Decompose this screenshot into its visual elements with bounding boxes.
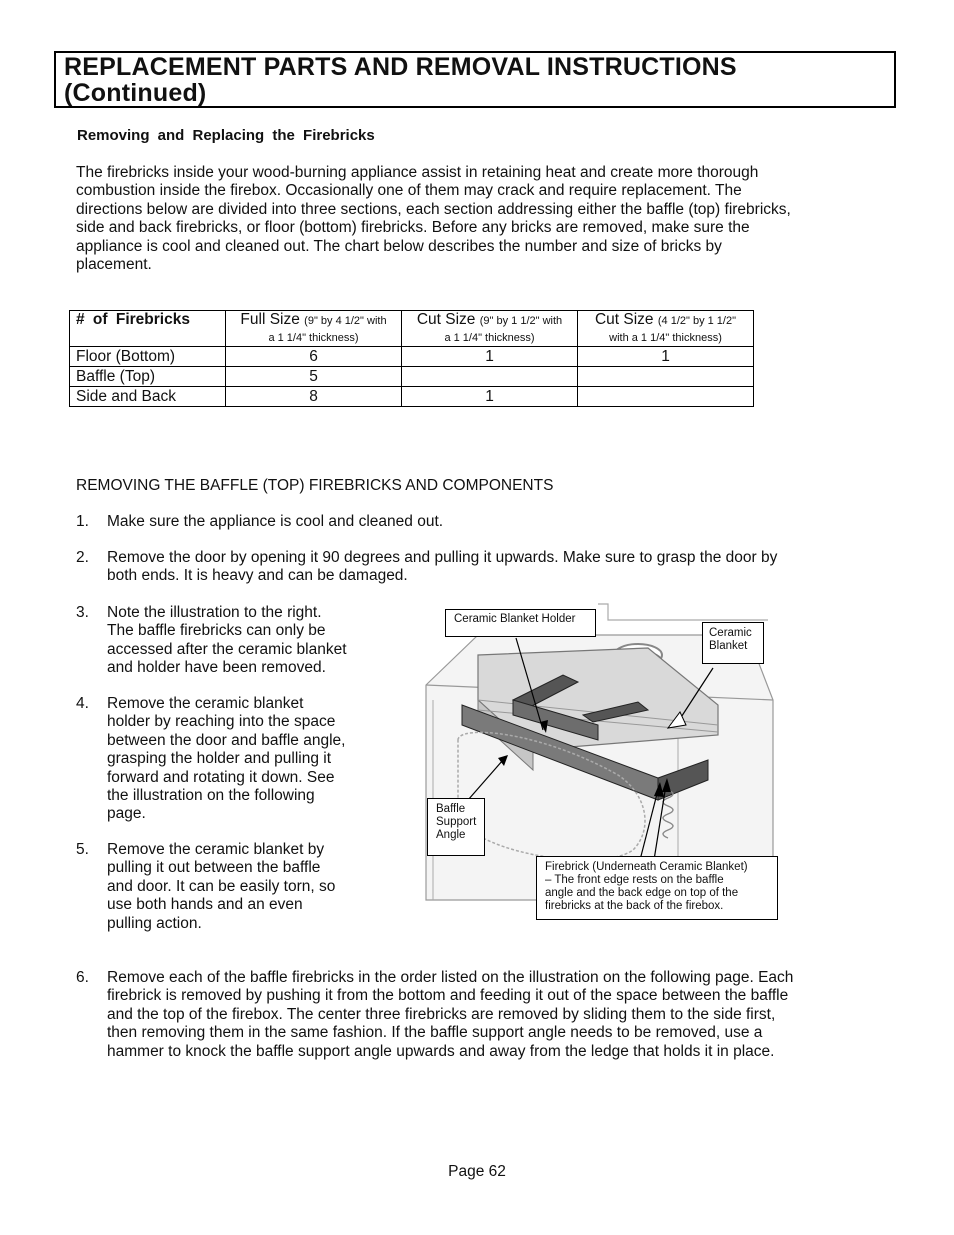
header-label: Full Size <box>240 311 300 328</box>
header-detail: a 1 1/4" thickness) <box>444 332 535 344</box>
intro-line: placement. <box>76 256 152 274</box>
table-cell: 1 <box>578 347 754 367</box>
firebrick-table <box>69 310 754 407</box>
step-1 <box>76 513 876 533</box>
intro-line: The firebricks inside your wood-burning appliance assist in retaining heat and create more thorough <box>76 164 759 181</box>
table-cell <box>578 387 754 407</box>
label-line: Blanket <box>709 640 748 652</box>
label-line: Baffle <box>436 803 466 815</box>
header-detail: (4 1/2" by 1 1/2" <box>657 315 737 327</box>
table-cell <box>402 367 578 387</box>
label-line: – The front edge rests on the baffle <box>545 874 724 886</box>
step-line: Note the illustration to the right. <box>107 604 322 621</box>
label-line: Angle <box>436 829 466 841</box>
step-line: the illustration on the following <box>107 787 315 805</box>
table-cell: Side and Back <box>70 387 226 407</box>
step-number: 4. <box>76 695 89 712</box>
step-text <box>107 549 777 586</box>
step-3 <box>76 604 406 684</box>
step-line: Remove each of the baffle firebricks in the order listed on the illustration on the following page. Each <box>107 969 794 986</box>
page-title-line-2: (Continued) <box>64 79 207 107</box>
removing-heading: REMOVING THE BAFFLE (TOP) FIREBRICKS AND COMPONENTS <box>76 477 554 494</box>
intro-line: combustion inside the firebox. Occasionally one of them may crack and require replacement. The <box>76 182 742 200</box>
page-number: Page 62 <box>448 1163 506 1180</box>
step-text <box>107 695 345 824</box>
step-line: forward and rotating it down. See <box>107 768 335 786</box>
table-row <box>70 387 754 407</box>
table-cell: 5 <box>226 367 402 387</box>
step-2 <box>76 549 876 589</box>
step-text <box>107 513 443 531</box>
label-line: Support <box>436 816 477 828</box>
label-line: Ceramic <box>709 627 752 639</box>
table-row <box>70 347 754 367</box>
header-detail: a 1 1/4" thickness) <box>268 332 359 344</box>
step-text <box>107 604 347 678</box>
table-cell: 8 <box>226 387 402 407</box>
table-cell <box>578 367 754 387</box>
label-line: Firebrick (Underneath Ceramic Blanket) <box>545 861 748 873</box>
intro-line: appliance is cool and cleaned out. The chart below describes the number and size of bricks by <box>76 237 722 255</box>
header-label: Cut Size <box>416 311 476 328</box>
step-line: and holder have been removed. <box>107 659 326 677</box>
step-line: The baffle firebricks can only be <box>107 622 326 640</box>
step-line: Remove the ceramic blanket <box>107 695 304 712</box>
step-line: accessed after the ceramic blanket <box>107 640 347 658</box>
table-cell: Floor (Bottom) <box>70 347 226 367</box>
intro-line: side and back firebricks, or floor (bottom) firebricks. Before any bricks are removed, make sure the <box>76 219 750 237</box>
step-line: Make sure the appliance is cool and cleaned out. <box>107 513 444 530</box>
header-label: Cut Size <box>594 311 654 328</box>
step-line: between the door and baffle angle, <box>107 731 346 749</box>
header-detail: (9" by 1 1/2" with <box>479 315 563 327</box>
step-line: Remove the door by opening it 90 degrees and pulling it upwards. Make sure to grasp the door by <box>107 549 778 566</box>
table-header-cell <box>402 311 578 347</box>
step-line: use both hands and an even <box>107 896 303 914</box>
step-line: page. <box>107 805 146 823</box>
ceramic-blanket-label <box>702 622 764 664</box>
table-cell: 1 <box>402 347 578 367</box>
step-4 <box>76 695 406 830</box>
table-header-cell <box>70 311 226 347</box>
table-header-row <box>70 311 754 347</box>
step-line: firebrick is removed by pushing it from the bottom and feeding it out of the space between the baffle <box>107 987 789 1005</box>
step-line: then removing them in the same fashion. If the baffle support angle needs to be removed, use a <box>107 1024 763 1042</box>
stove-back-edge <box>598 604 768 620</box>
step-line: pulling it out between the baffle <box>107 859 321 877</box>
step-6 <box>76 969 896 1064</box>
table-cell: 1 <box>402 387 578 407</box>
step-number: 6. <box>76 969 89 986</box>
table-header-cell <box>578 311 754 347</box>
label-line: firebricks at the back of the firebox. <box>545 900 724 912</box>
step-line: grasping the holder and pulling it <box>107 750 332 768</box>
baffle-illustration <box>418 600 780 920</box>
table-row <box>70 367 754 387</box>
page-title-box <box>54 51 896 108</box>
step-line: both ends. It is heavy and can be damaged. <box>107 567 408 585</box>
intro-paragraph <box>76 164 876 274</box>
table-header-cell <box>226 311 402 347</box>
header-detail: (9" by 4 1/2" with <box>304 315 387 327</box>
table-cell: 6 <box>226 347 402 367</box>
label-text: Ceramic Blanket Holder <box>454 613 576 625</box>
table-cell: Baffle (Top) <box>70 367 226 387</box>
step-number: 5. <box>76 841 89 858</box>
firebrick-label <box>536 856 778 920</box>
header-detail: with a 1 1/4" thickness) <box>609 332 722 344</box>
step-number: 1. <box>76 513 89 530</box>
step-line: holder by reaching into the space <box>107 713 336 731</box>
firebricks-heading: Removing and Replacing the Firebricks <box>77 127 375 144</box>
header-label: # of Firebricks <box>76 311 190 328</box>
baffle-support-angle-label <box>427 798 485 856</box>
step-number: 2. <box>76 549 89 566</box>
step-line: and door. It can be easily torn, so <box>107 877 336 895</box>
step-line: hammer to knock the baffle support angle upwards and away from the ledge that holds it in place. <box>107 1042 775 1060</box>
ceramic-blanket-holder-label <box>445 609 596 637</box>
step-text <box>107 969 793 1061</box>
step-number: 3. <box>76 604 89 621</box>
intro-line: directions below are divided into three sections, each section addressing either the baffle (top) firebricks, <box>76 200 791 218</box>
step-5 <box>76 841 406 936</box>
step-line: pulling action. <box>107 914 202 932</box>
step-text <box>107 841 335 933</box>
step-line: and the top of the firebox. The center three firebricks are removed by sliding them to the side first, <box>107 1005 776 1023</box>
step-line: Remove the ceramic blanket by <box>107 841 325 858</box>
page-title <box>64 54 737 106</box>
page-title-line-1: REPLACEMENT PARTS AND REMOVAL INSTRUCTIONS <box>64 53 737 81</box>
label-line: angle and the back edge on top of the <box>545 887 739 899</box>
